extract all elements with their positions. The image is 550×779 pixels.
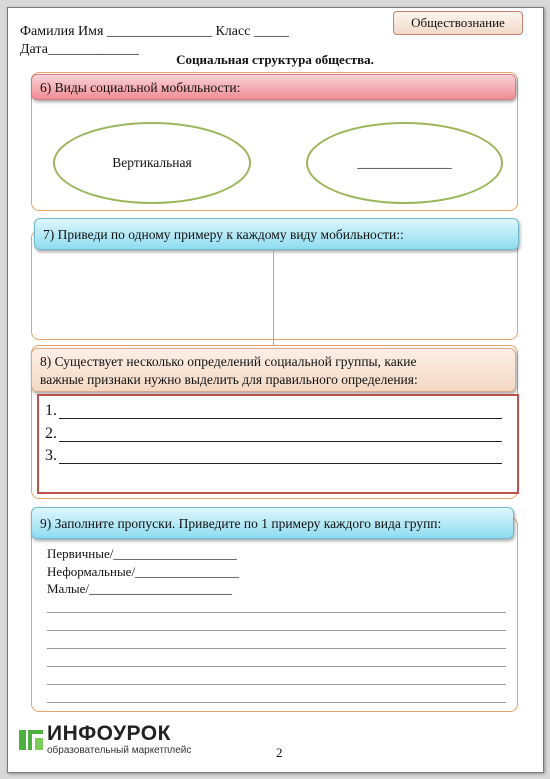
logo-subtitle: образовательный маркетплейс: [47, 745, 192, 756]
page-number: 2: [276, 745, 283, 760]
task9-heading: 9) Заполните пропуски. Приведите по 1 примеру каждого вида групп:: [31, 507, 514, 539]
task8-heading-line2: важные признаки нужно выделить для правильного определения:: [40, 372, 418, 387]
task8-line-3[interactable]: [59, 463, 502, 464]
fill-informal: Неформальные/________________: [47, 564, 240, 579]
task8-item-3: 3.: [45, 447, 57, 464]
task8-line-1[interactable]: [59, 418, 502, 419]
fill-primary: Первичные/___________________: [47, 546, 237, 561]
name-class-line: Фамилия Имя _______________ Класс _____: [20, 24, 289, 39]
logo-text: ИНФОУРОК: [47, 722, 171, 745]
fill-small: Малые/______________________: [47, 581, 233, 596]
task8-item-2: 2.: [45, 425, 57, 442]
date-line: Дата_____________: [20, 42, 139, 57]
task8-line-2[interactable]: [59, 441, 502, 442]
subject-badge: Обществознание: [393, 11, 523, 35]
answer-line[interactable]: [47, 702, 506, 703]
infourok-logo-icon: [17, 726, 45, 754]
answer-line[interactable]: [47, 666, 506, 667]
task8-answer-box: [37, 394, 519, 494]
task8-item-1: 1.: [45, 402, 57, 419]
answer-line[interactable]: [47, 612, 506, 613]
ellipse-vertical: Вертикальная: [53, 122, 251, 204]
task7-heading: 7) Приведи по одному примеру к каждому виду мобильности::: [34, 218, 519, 250]
task8-heading-line1: 8) Существует несколько определений социальной группы, какие: [40, 354, 417, 369]
task6-heading: 6) Виды социальной мобильности:: [31, 74, 516, 100]
answer-line[interactable]: [47, 684, 506, 685]
ellipse-blank: ______________: [306, 122, 503, 204]
task8-heading: [31, 348, 516, 392]
worksheet-title: Социальная структура общества.: [176, 52, 374, 67]
answer-line[interactable]: [47, 648, 506, 649]
task7-divider: [273, 250, 274, 347]
answer-line[interactable]: [47, 630, 506, 631]
